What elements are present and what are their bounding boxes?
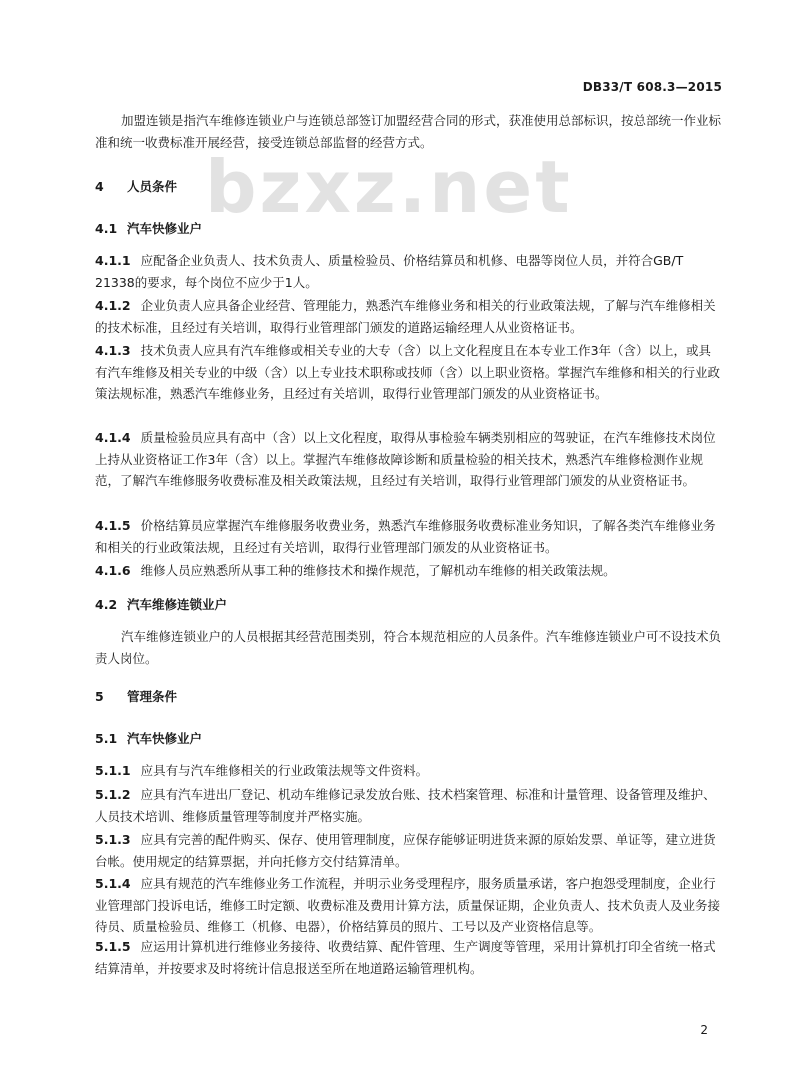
clause-4-1-2 (95, 295, 723, 338)
clause-4-1-3 (95, 340, 723, 405)
clause-text: 技术负责人应具有汽车维修或相关专业的大专（含）以上文化程度且在本专业工作3年（含）以上，或具有汽车维修及相关专业的中级（含）以上专业技术职称或技师（含）以上职业资格。掌握汽车维修和相关的行业政策法规标准，熟悉汽车维修业务，且经过有关培训，取得行业管理部门颁发的从业资格证书。 (95, 343, 721, 401)
clause-number: 4.1.2 (95, 298, 131, 313)
clause-text: 维修人员应熟悉所从事工种的维修技术和操作规范，了解机动车维修的相关政策法规。 (140, 563, 616, 578)
section-number: 4.2 (95, 597, 118, 612)
clause-number: 4.1.1 (95, 253, 131, 268)
clause-5-1-3 (95, 829, 723, 872)
clause-text: 价格结算员应掌握汽车维修服务收费业务，熟悉汽车维修服务收费标准业务知识，了解各类汽车维修业务和相关的行业政策法规，且经过有关培训，取得行业管理部门颁发的从业资格证书。 (95, 518, 716, 555)
section-5-heading (95, 686, 723, 708)
clause-number: 5.1.4 (95, 876, 131, 891)
standard-number: DB33/T 608.3—2015 (582, 80, 722, 94)
clause-text: 应配备企业负责人、技术负责人、质量检验员、价格结算员和机修、电器等岗位人员，并符合GB/T 21338的要求，每个岗位不应少于1人。 (95, 253, 684, 290)
clause-5-1-4 (95, 873, 723, 938)
clause-text: 应具有汽车进出厂登记、机动车维修记录发放台账、技术档案管理、标准和计量管理、设备管理及维护、人员技术培训、维修质量管理等制度并严格实施。 (95, 787, 716, 824)
clause-number: 4.1.6 (95, 563, 131, 578)
clause-5-1-5 (95, 936, 723, 979)
clause-text: 企业负责人应具备企业经营、管理能力，熟悉汽车维修业务和相关的行业政策法规，了解与汽车维修相关的技术标准，且经过有关培训，取得行业管理部门颁发的道路运输经理人从业资格证书。 (95, 298, 716, 335)
clause-5-1-2 (95, 784, 723, 827)
clause-number: 5.1.3 (95, 832, 131, 847)
clause-number: 4.1.5 (95, 518, 131, 533)
section-4-1-heading (95, 218, 723, 240)
clause-number: 5.1.1 (95, 763, 131, 778)
section-title: 汽车快修业户 (127, 731, 203, 746)
clause-number: 5.1.2 (95, 787, 131, 802)
clause-text: 应具有规范的汽车维修业务工作流程，并明示业务受理程序，服务质量承诺，客户抱怨受理制度，企业行业管理部门投诉电话，维修工时定额、收费标准及费用计算方法，质量保证期，企业负责人、技术负责人及业务接待员、质量检验员、维修工（机修、电器），价格结算员的照片、工号以及产业资格信息等。 (95, 876, 721, 934)
section-title: 汽车维修连锁业户 (127, 597, 228, 612)
clause-text: 应具有与汽车维修相关的行业政策法规等文件资料。 (140, 763, 429, 778)
watermark: bzxz.net (205, 145, 573, 229)
section-number: 4 (95, 179, 104, 194)
section-4-2-paragraph: 汽车维修连锁业户的人员根据其经营范围类别，符合本规范相应的人员条件。汽车维修连锁业户可不设技术负责人岗位。 (95, 629, 722, 666)
section-number: 5.1 (95, 731, 118, 746)
page-number: 2 (700, 1023, 708, 1037)
clause-number: 5.1.5 (95, 939, 131, 954)
section-number: 5 (95, 689, 104, 704)
clause-5-1-1 (95, 760, 723, 782)
clause-4-1-6 (95, 560, 723, 582)
clause-text: 应运用计算机进行维修业务接待、收费结算、配件管理、生产调度等管理，采用计算机打印全省统一格式结算清单，并按要求及时将统计信息报送至所在地道路运输管理机构。 (95, 939, 716, 976)
clause-text: 质量检验员应具有高中（含）以上文化程度，取得从事检验车辆类别相应的驾驶证，在汽车维修技术岗位上持从业资格证工作3年（含）以上。掌握汽车维修故障诊断和质量检验的相关技术，熟悉汽车维修检测作业规范，了解汽车维修服务收费标准及相关政策法规，且经过有关培训，取得行业管理部门颁发的从业资格证书。 (95, 430, 716, 488)
clause-number: 4.1.3 (95, 343, 131, 358)
intro-paragraph: 加盟连锁是指汽车维修连锁业户与连锁总部签订加盟经营合同的形式，获准使用总部标识，按总部统一作业标准和统一收费标准开展经营，接受连锁总部监督的经营方式。 (95, 113, 722, 150)
section-title: 汽车快修业户 (127, 221, 203, 236)
section-4-2-heading (95, 594, 723, 616)
section-5-1-heading (95, 728, 723, 750)
section-title: 管理条件 (127, 689, 178, 704)
section-4-heading (95, 176, 723, 198)
clause-4-1-1 (95, 250, 723, 293)
clause-number: 4.1.4 (95, 430, 131, 445)
section-title: 人员条件 (127, 179, 178, 194)
clause-4-1-5 (95, 515, 723, 558)
section-number: 4.1 (95, 221, 118, 236)
clause-text: 应具有完善的配件购买、保存、使用管理制度，应保存能够证明进货来源的原始发票、单证等，建立进货台帐。使用规定的结算票据，并向托修方交付结算清单。 (95, 832, 716, 869)
clause-4-1-4 (95, 427, 723, 492)
